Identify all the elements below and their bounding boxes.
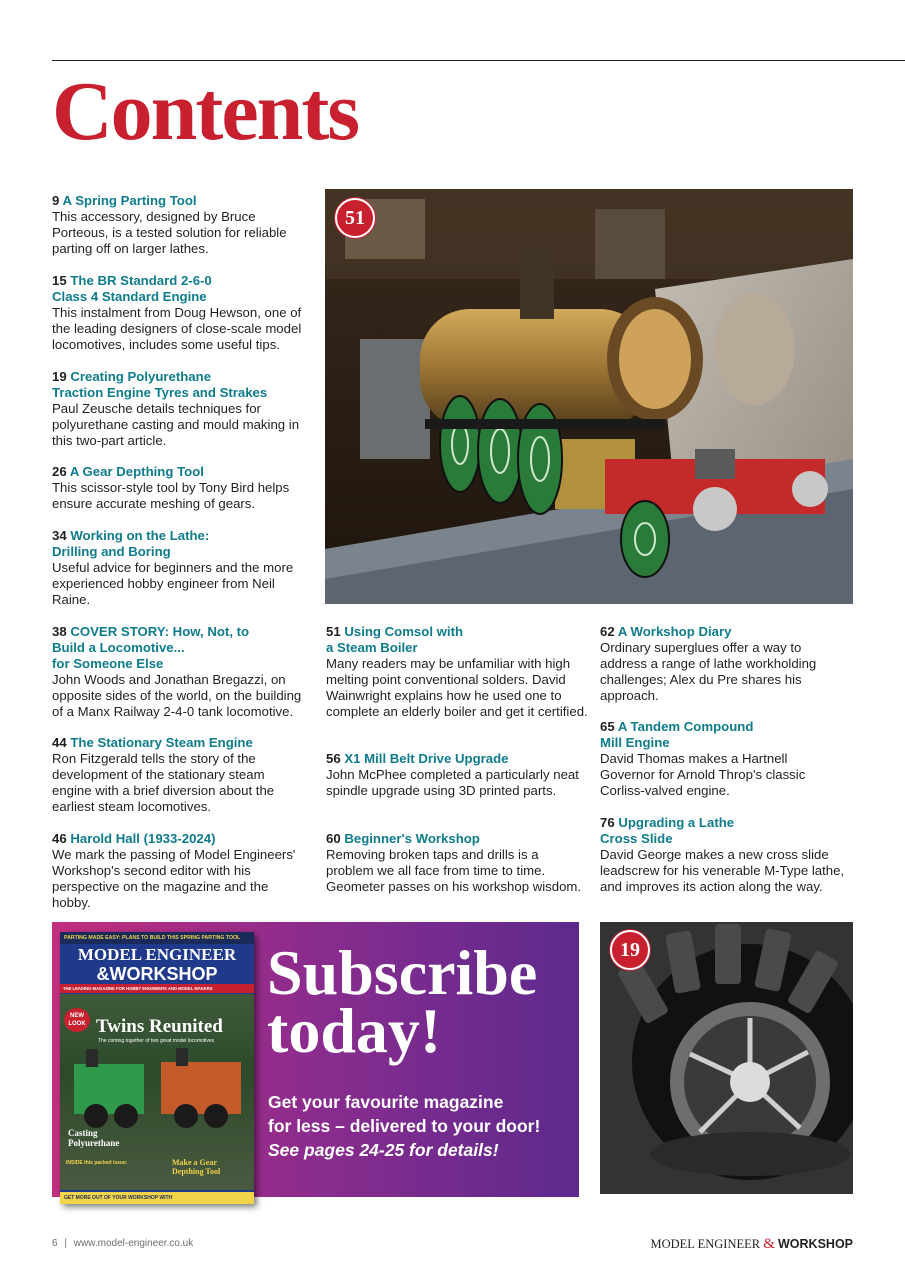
contents-entry[interactable] bbox=[52, 624, 307, 720]
cover-bottom-strip: GET MORE OUT OF YOUR WORKSHOP WITH bbox=[60, 1192, 254, 1204]
cover-casting-line: Casting Polyurethane bbox=[68, 1128, 120, 1148]
page-title: Contents bbox=[52, 65, 359, 158]
entry-title[interactable]: Working on the Lathe: Drilling and Boring bbox=[52, 528, 210, 559]
contents-entry[interactable] bbox=[600, 815, 845, 895]
contents-entry[interactable] bbox=[52, 369, 307, 449]
contents-entry[interactable] bbox=[52, 831, 307, 911]
entry-page-number: 76 bbox=[600, 815, 615, 830]
page-number: 6 bbox=[52, 1238, 58, 1249]
cover-headline: Twins Reunited bbox=[96, 1016, 223, 1037]
contents-entry[interactable] bbox=[326, 624, 588, 720]
entry-page-number: 56 bbox=[326, 751, 341, 766]
new-look-badge: NEW LOOK bbox=[64, 1008, 90, 1032]
entry-page-number: 9 bbox=[52, 193, 60, 208]
entry-page-number: 65 bbox=[600, 719, 615, 734]
cover-tagline: THE LEADING MAGAZINE FOR HOBBY ENGINEERS AND MODEL MAKERS bbox=[60, 984, 254, 993]
magazine-brand: MODEL ENGINEER & WORKSHOP bbox=[650, 1236, 853, 1252]
website-link[interactable]: www.model-engineer.co.uk bbox=[73, 1238, 194, 1249]
contents-entry[interactable] bbox=[52, 464, 307, 512]
entry-page-number: 34 bbox=[52, 528, 67, 543]
entry-page-number: 15 bbox=[52, 273, 67, 288]
entry-page-number: 51 bbox=[326, 624, 341, 639]
contents-entry[interactable] bbox=[52, 735, 307, 815]
contents-entry[interactable] bbox=[52, 193, 307, 257]
page-footer: 6 | www.model-engineer.co.uk bbox=[52, 1238, 194, 1249]
contents-entry[interactable] bbox=[326, 751, 588, 799]
entry-title[interactable]: COVER STORY: How, Not, to Build a Locomotive... for Someone Else bbox=[52, 624, 250, 671]
traction-wheel-photo bbox=[600, 922, 853, 1194]
page-badge: 19 bbox=[610, 930, 650, 970]
locomotive-photo bbox=[325, 189, 853, 604]
entry-description: John McPhee completed a particularly neat spindle upgrade using 3D printed parts. bbox=[326, 767, 579, 798]
entry-description: Paul Zeusche details techniques for polyurethane casting and mould making in this two-part article. bbox=[52, 401, 300, 448]
entry-title[interactable]: A Workshop Diary bbox=[614, 624, 732, 639]
entry-title[interactable]: Harold Hall (1933-2024) bbox=[66, 831, 216, 846]
entry-page-number: 62 bbox=[600, 624, 615, 639]
cover-top-strip: PARTING MADE EASY: PLANS TO BUILD THIS SPRING PARTING TOOL bbox=[60, 932, 254, 944]
subscribe-text: Get your favourite magazine for less – delivered to your door! See pages 24-25 for details! bbox=[268, 1092, 541, 1160]
contents-entry[interactable] bbox=[600, 624, 845, 704]
entry-title[interactable]: Upgrading a Lathe Cross Slide bbox=[600, 815, 735, 846]
entry-description: Removing broken taps and drills is a problem we all face from time to time. Geometer passes on his workshop wisdom. bbox=[326, 847, 582, 894]
entry-title[interactable]: Creating Polyurethane Traction Engine Tyres and Strakes bbox=[52, 369, 268, 400]
entry-page-number: 44 bbox=[52, 735, 67, 750]
entry-title[interactable]: X1 Mill Belt Drive Upgrade bbox=[340, 751, 509, 766]
entry-description: John Woods and Jonathan Bregazzi, on opposite sides of the world, on the building of a Manx Railway 2-4-0 tank locomotive. bbox=[52, 672, 302, 719]
entry-title[interactable]: The Stationary Steam Engine bbox=[66, 735, 253, 750]
entry-title[interactable]: A Spring Parting Tool bbox=[59, 193, 197, 208]
entry-description: This instalment from Doug Hewson, one of the leading designers of close-scale model locomotives, includes some useful tips. bbox=[52, 305, 302, 352]
entry-description: Useful advice for beginners and the more experienced hobby engineer from Neil Raine. bbox=[52, 560, 294, 607]
entry-description: David George makes a new cross slide leadscrew for his venerable M-Type lathe, and improves its action along the way. bbox=[600, 847, 845, 894]
contents-entry[interactable] bbox=[52, 528, 307, 608]
entry-page-number: 26 bbox=[52, 464, 67, 479]
entry-page-number: 38 bbox=[52, 624, 67, 639]
top-rule bbox=[52, 60, 905, 61]
entry-description: Many readers may be unfamiliar with high melting point conventional solders. David Wainwright explains how he used one to complete an elderly boiler and get it certified. bbox=[326, 656, 588, 719]
contents-entry[interactable] bbox=[600, 719, 845, 799]
cover-gear-line: Make a Gear Depthing Tool bbox=[172, 1158, 221, 1176]
entry-title[interactable]: A Tandem Compound Mill Engine bbox=[600, 719, 754, 750]
entry-description: We mark the passing of Model Engineers' Workshop's second editor with his perspective on the magazine and the hobby. bbox=[52, 847, 296, 910]
cover-masthead: MODEL ENGINEER &WORKSHOP bbox=[60, 944, 254, 984]
magazine-cover bbox=[60, 932, 254, 1204]
page-badge: 51 bbox=[335, 198, 375, 238]
entry-description: David Thomas makes a Hartnell Governor for Arnold Throp's classic Corliss-valved engine. bbox=[600, 751, 806, 798]
entry-title[interactable]: A Gear Depthing Tool bbox=[66, 464, 204, 479]
cover-inside-line: INSIDE this packed issue: bbox=[66, 1160, 128, 1166]
entry-title[interactable]: Using Comsol with a Steam Boiler bbox=[326, 624, 464, 655]
entry-description: This scissor-style tool by Tony Bird helps ensure accurate meshing of gears. bbox=[52, 480, 290, 511]
contents-entry[interactable] bbox=[52, 273, 307, 353]
entry-description: This accessory, designed by Bruce Porteous, is a tested solution for reliable parting off on larger lathes. bbox=[52, 209, 287, 256]
entry-page-number: 19 bbox=[52, 369, 67, 384]
entry-page-number: 46 bbox=[52, 831, 67, 846]
contents-entry[interactable] bbox=[326, 831, 588, 895]
cover-subhead: The coming together of two great model locomotives bbox=[98, 1038, 215, 1044]
entry-title[interactable]: The BR Standard 2-6-0 Class 4 Standard Engine bbox=[52, 273, 212, 304]
entry-page-number: 60 bbox=[326, 831, 341, 846]
entry-title[interactable]: Beginner's Workshop bbox=[340, 831, 480, 846]
subscribe-headline: Subscribe today! bbox=[267, 937, 538, 1066]
entry-description: Ron Fitzgerald tells the story of the development of the stationary steam engine with a brief diversion about the earliest steam locomotives. bbox=[52, 751, 275, 814]
entry-description: Ordinary superglues offer a way to address a range of lathe workholding challenges; Alex du Pre shares his approach. bbox=[600, 640, 817, 703]
